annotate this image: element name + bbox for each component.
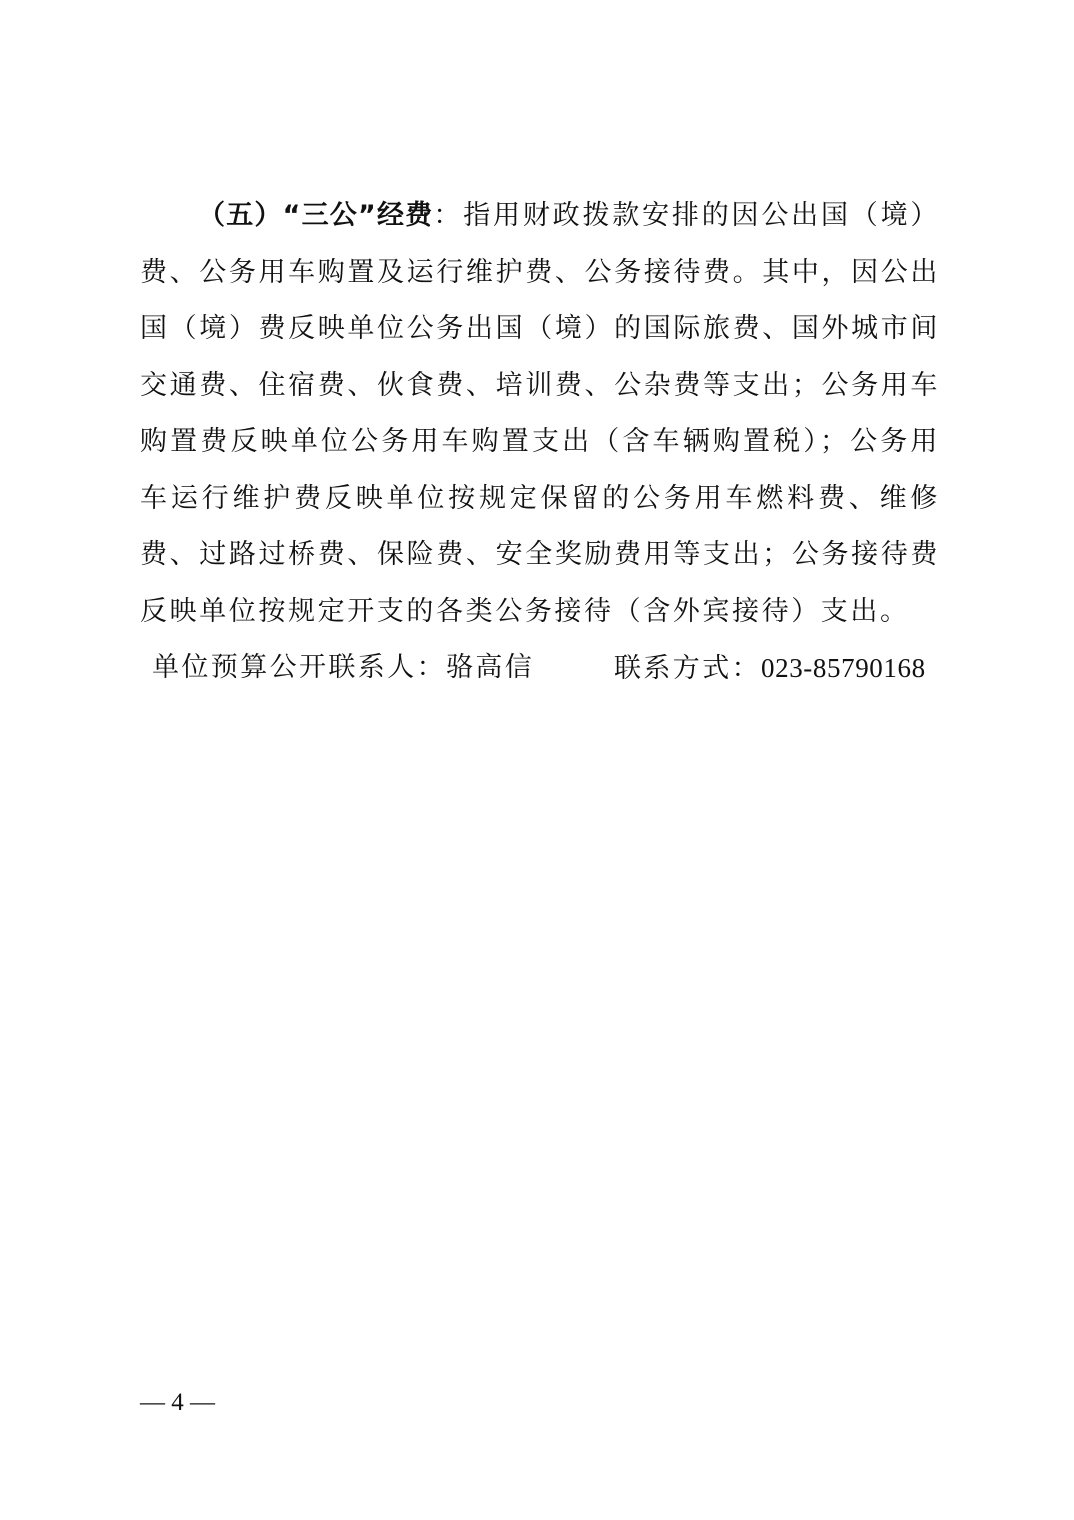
contact-method: [614, 646, 926, 691]
section-heading: （五）“三公”经费: [198, 200, 434, 231]
three-public-expenses-paragraph: [140, 188, 940, 640]
contact-person-label: 单位预算公开联系人：: [152, 652, 446, 683]
contact-phone: 023-85790168: [761, 653, 926, 683]
section-body-text: 指用财政拨款安排的因公出国（境）费、公务用车购置及运行维护费、公务接待费。其中，因公出国（境）费反映单位公务出国（境）的国际旅费、国外城市间交通费、住宿费、伙食费、培训费、公杂费等支出；公务用车购置费反映单位公务用车购置支出（含车辆购置税）；公务用车运行维护费反映单位按规定保留的公务用车燃料费、维修费、过路过桥费、保险费、安全奖励费用等支出；公务接待费反映单位按规定开支的各类公务接待（含外宾接待）支出。: [140, 200, 940, 627]
contact-person: [152, 646, 534, 690]
contact-person-name: 骆高信: [446, 652, 535, 683]
contact-method-label: 联系方式：: [614, 653, 761, 684]
heading-colon: ：: [433, 200, 464, 231]
page-number: — 4 —: [140, 1389, 215, 1416]
contact-info: [152, 646, 942, 690]
